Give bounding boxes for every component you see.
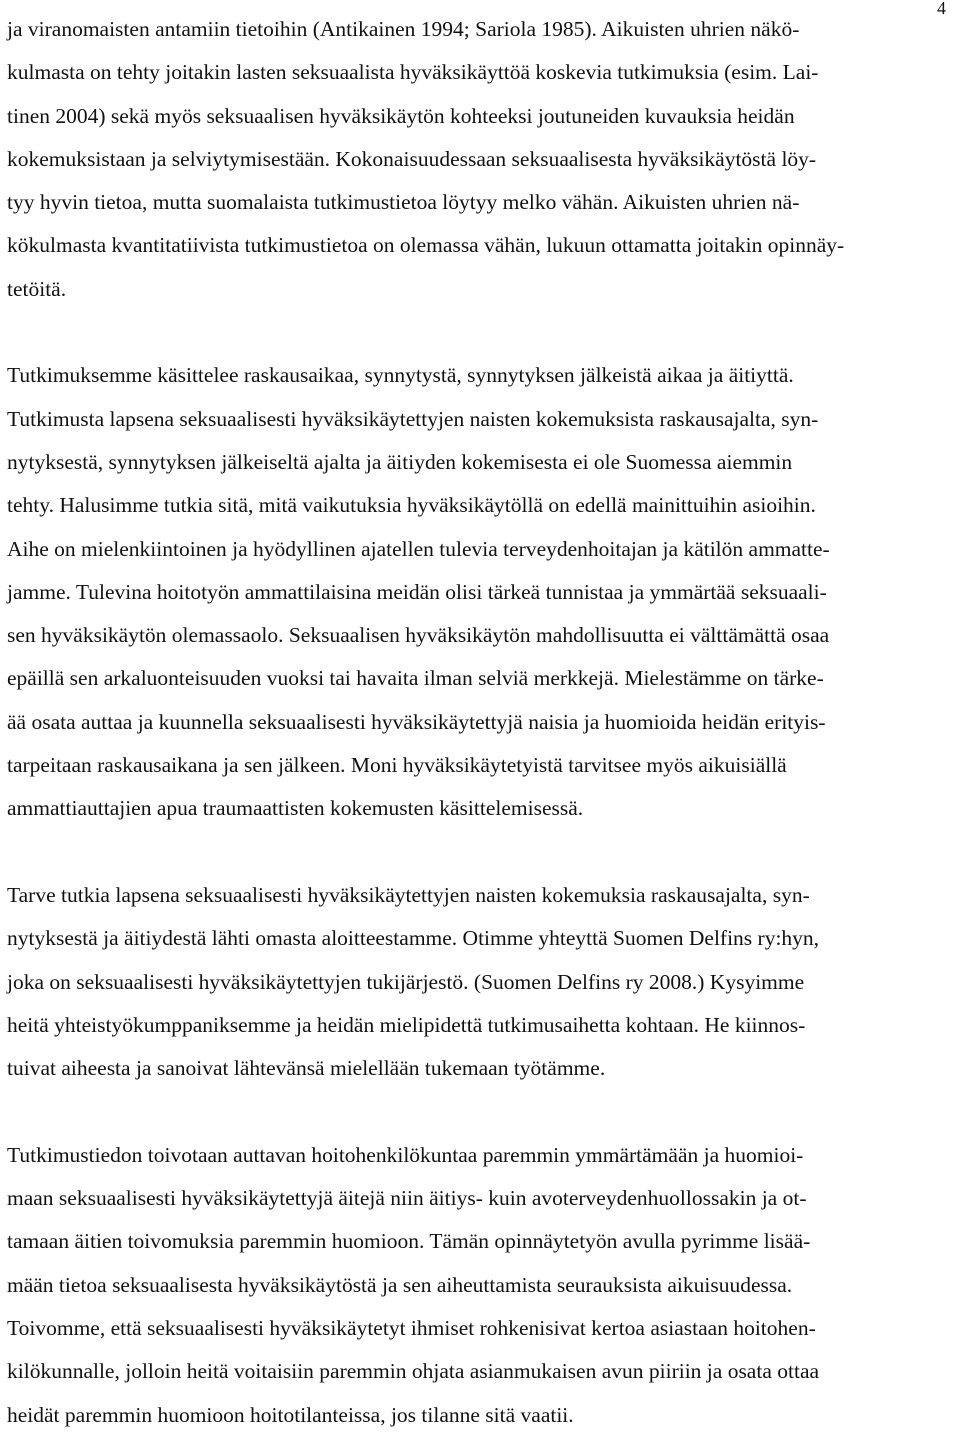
paragraph-spacer xyxy=(7,1090,953,1133)
text-line: nytyksestä, synnytyksen jälkeiseltä ajalta ja äitiyden kokemisesta ei ole Suomessa aiemmin xyxy=(7,449,793,474)
text-line: tehty. Halusimme tutkia sitä, mitä vaikutuksia hyväksikäytöllä on edellä mainittuihin asioihin. xyxy=(7,493,816,518)
text-line: tinen 2004) sekä myös seksuaalisen hyväksikäytön kohteeksi joutuneiden kuvauksia heidän xyxy=(7,103,795,128)
text-line: tuivat aiheesta ja sanoivat lähtevänsä mielellään tukemaan työtämme. xyxy=(7,1056,606,1081)
text-line: kulmasta on tehty joitakin lasten seksuaalista hyväksikäyttöä koskevia tutkimuksia (esim. Lai- xyxy=(7,60,819,85)
text-line: tarpeitaan raskausaikana ja sen jälkeen. Moni hyväksikäytetyistä tarvitsee myös aikuisiällä xyxy=(7,753,787,778)
text-line: jamme. Tulevina hoitotyön ammattilaisina meidän olisi tärkeä tunnistaa ja ymmärtää seksuaali- xyxy=(7,579,827,604)
text-line: joka on seksuaalisesti hyväksikäytettyjen tukijärjestö. (Suomen Delfins ry 2008.) Kysyimme xyxy=(7,969,805,994)
text-line: kokemuksistaan ja selviytymisestään. Kokonaisuudessaan seksuaalisesta hyväksikäytöstä löy- xyxy=(7,146,817,171)
paragraph-1 xyxy=(7,8,953,311)
text-line: Tutkimuksemme käsittelee raskausaikaa, synnytystä, synnytyksen jälkeistä aikaa ja äitiyttä. xyxy=(7,363,794,388)
paragraph-3 xyxy=(7,874,953,1090)
paragraph-4 xyxy=(7,1134,953,1437)
text-line: epäillä sen arkaluonteisuuden vuoksi tai havaita ilman selviä merkkejä. Mielestämme on tärke- xyxy=(7,666,824,691)
paragraph-spacer xyxy=(7,831,953,874)
page-number: 4 xyxy=(937,0,946,18)
text-line: heitä yhteistyökumppaniksemme ja heidän mielipidettä tutkimusaihetta kohtaan. He kiinnos- xyxy=(7,1012,806,1037)
text-line: tetöitä. xyxy=(7,276,67,301)
text-line: nytyksestä ja äitiydestä lähti omasta aloitteestamme. Otimme yhteyttä Suomen Delfins ry:hyn, xyxy=(7,926,820,951)
body-text xyxy=(7,8,953,1437)
paragraph-spacer xyxy=(7,311,953,354)
text-line: ammattiauttajien apua traumaattisten kokemusten käsittelemisessä. xyxy=(7,796,584,821)
text-line: ja viranomaisten antamiin tietoihin (Antikainen 1994; Sariola 1985). Aikuisten uhrien näkö- xyxy=(7,17,800,41)
text-line: kilökunnalle, jolloin heitä voitaisiin paremmin ohjata asianmukaisen avun piiriin ja osata ottaa xyxy=(7,1359,820,1384)
text-line: Aihe on mielenkiintoinen ja hyödyllinen ajatellen tulevia terveydenhoitajan ja kätilön ammatte- xyxy=(7,536,830,561)
text-line: ää osata auttaa ja kuunnella seksuaalisesti hyväksikäytettyjä naisia ja huomioida heidän erityis- xyxy=(7,709,826,734)
text-line: heidät paremmin huomioon hoitotilanteissa, jos tilanne sitä vaatii. xyxy=(7,1402,574,1427)
text-line: kökulmasta kvantitatiivista tutkimustietoa on olemassa vähän, lukuun ottamatta joitakin opinnäy- xyxy=(7,233,845,258)
text-line: maan seksuaalisesti hyväksikäytettyjä äitejä niin äitiys- kuin avoterveydenhuollossakin ja ot- xyxy=(7,1186,807,1211)
text-line: Tarve tutkia lapsena seksuaalisesti hyväksikäytettyjen naisten kokemuksia raskausajalta, syn- xyxy=(7,882,810,907)
text-line: Toivomme, että seksuaalisesti hyväksikäytetyt ihmiset rohkenisivat kertoa asiastaan hoitohen- xyxy=(7,1315,816,1340)
text-line: sen hyväksikäytön olemassaolo. Seksuaalisen hyväksikäytön mahdollisuutta ei välttämättä osaa xyxy=(7,623,830,648)
text-line: Tutkimustiedon toivotaan auttavan hoitohenkilökuntaa paremmin ymmärtämään ja huomioi- xyxy=(7,1142,804,1167)
text-line: tamaan äitien toivomuksia paremmin huomioon. Tämän opinnäytetyön avulla pyrimme lisää- xyxy=(7,1229,811,1254)
text-line: mään tietoa seksuaalisesta hyväksikäytöstä ja sen aiheuttamista seurauksista aikuisuudessa. xyxy=(7,1272,793,1297)
paragraph-2 xyxy=(7,354,953,830)
text-line: tyy hyvin tietoa, mutta suomalaista tutkimustietoa löytyy melko vähän. Aikuisten uhrien nä- xyxy=(7,190,800,215)
text-line: Tutkimusta lapsena seksuaalisesti hyväksikäytettyjen naisten kokemuksista raskausajalta, syn- xyxy=(7,406,819,431)
